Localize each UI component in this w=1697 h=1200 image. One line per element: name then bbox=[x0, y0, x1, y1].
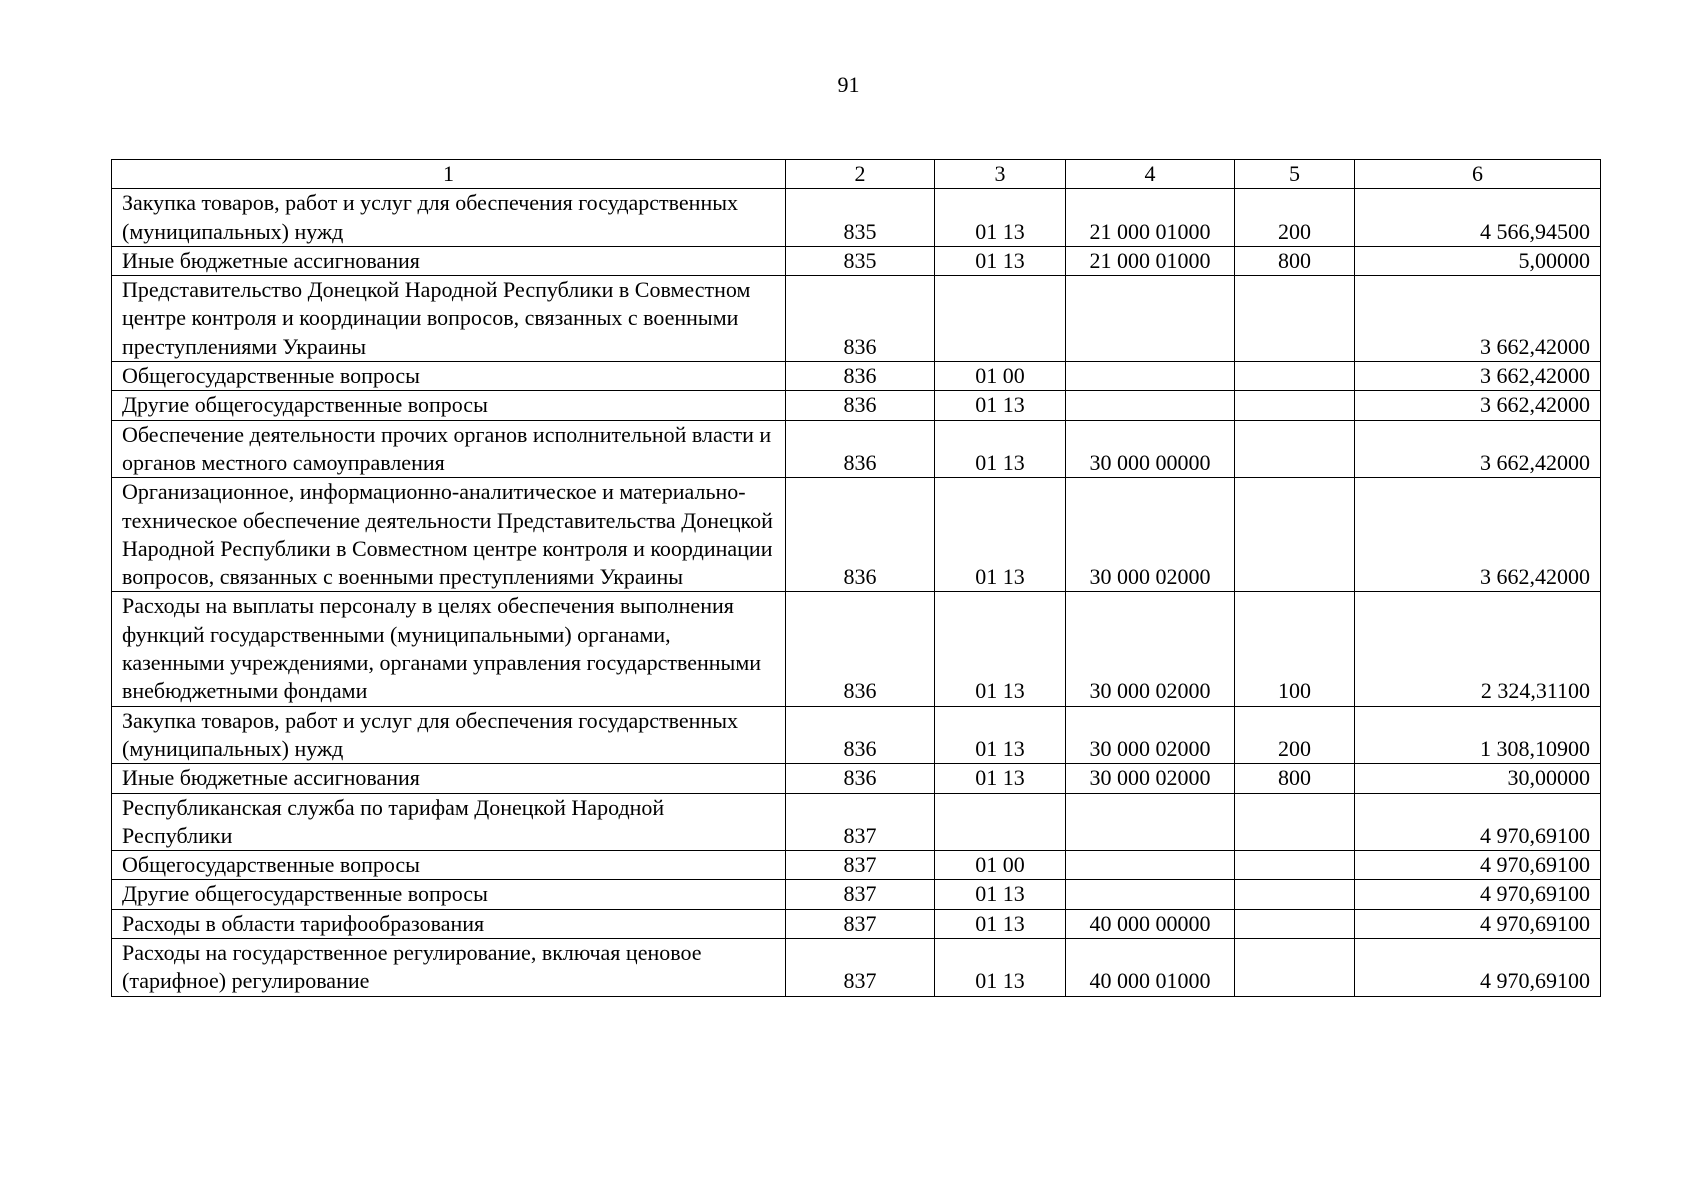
cell-name: Расходы на выплаты персоналу в целях обеспечения выполнения функций государственными (муниципальными) органами, казенными учреждениями, органами управления государственными внебюджетными фондами bbox=[112, 592, 786, 706]
cell-amount: 3 662,42000 bbox=[1355, 391, 1601, 420]
table-row bbox=[112, 764, 1601, 793]
cell-expense-type bbox=[1235, 909, 1355, 938]
cell-section: 01 00 bbox=[935, 851, 1066, 880]
cell-amount: 3 662,42000 bbox=[1355, 276, 1601, 362]
cell-name: Иные бюджетные ассигнования bbox=[112, 246, 786, 275]
cell-name: Организационное, информационно-аналитическое и материально-техническое обеспечение деятельности Представительства Донецкой Народной Республики в Совместном центре контроля и координации вопросов, связанных с военными преступлениями Украины bbox=[112, 478, 786, 592]
cell-target-article: 40 000 00000 bbox=[1066, 909, 1235, 938]
cell-section: 01 13 bbox=[935, 420, 1066, 478]
cell-ministry-code: 836 bbox=[786, 478, 935, 592]
cell-section: 01 13 bbox=[935, 246, 1066, 275]
cell-ministry-code: 837 bbox=[786, 909, 935, 938]
cell-name: Общегосударственные вопросы bbox=[112, 851, 786, 880]
cell-name: Представительство Донецкой Народной Республики в Совместном центре контроля и координации вопросов, связанных с военными преступлениями Украины bbox=[112, 276, 786, 362]
cell-expense-type bbox=[1235, 391, 1355, 420]
cell-ministry-code: 837 bbox=[786, 880, 935, 909]
cell-ministry-code: 836 bbox=[786, 276, 935, 362]
cell-expense-type: 200 bbox=[1235, 706, 1355, 764]
cell-name: Другие общегосударственные вопросы bbox=[112, 391, 786, 420]
cell-ministry-code: 836 bbox=[786, 706, 935, 764]
cell-ministry-code: 836 bbox=[786, 420, 935, 478]
cell-section: 01 13 bbox=[935, 189, 1066, 247]
budget-table bbox=[111, 159, 1601, 997]
cell-amount: 4 970,69100 bbox=[1355, 851, 1601, 880]
cell-section: 01 13 bbox=[935, 909, 1066, 938]
cell-ministry-code: 837 bbox=[786, 939, 935, 997]
table-row bbox=[112, 478, 1601, 592]
table-row bbox=[112, 189, 1601, 247]
cell-amount: 4 970,69100 bbox=[1355, 880, 1601, 909]
cell-expense-type: 800 bbox=[1235, 764, 1355, 793]
cell-section: 01 13 bbox=[935, 764, 1066, 793]
cell-name: Закупка товаров, работ и услуг для обеспечения государственных (муниципальных) нужд bbox=[112, 706, 786, 764]
cell-amount: 4 970,69100 bbox=[1355, 939, 1601, 997]
cell-expense-type: 100 bbox=[1235, 592, 1355, 706]
cell-target-article bbox=[1066, 851, 1235, 880]
cell-expense-type bbox=[1235, 420, 1355, 478]
header-col-4: 4 bbox=[1066, 160, 1235, 189]
cell-amount: 1 308,10900 bbox=[1355, 706, 1601, 764]
cell-amount: 30,00000 bbox=[1355, 764, 1601, 793]
cell-name: Обеспечение деятельности прочих органов исполнительной власти и органов местного самоуправления bbox=[112, 420, 786, 478]
table-row bbox=[112, 939, 1601, 997]
cell-expense-type bbox=[1235, 851, 1355, 880]
cell-name: Закупка товаров, работ и услуг для обеспечения государственных (муниципальных) нужд bbox=[112, 189, 786, 247]
cell-expense-type: 200 bbox=[1235, 189, 1355, 247]
table-body bbox=[112, 189, 1601, 996]
cell-amount: 4 970,69100 bbox=[1355, 793, 1601, 851]
cell-ministry-code: 835 bbox=[786, 189, 935, 247]
cell-section: 01 13 bbox=[935, 391, 1066, 420]
cell-section bbox=[935, 793, 1066, 851]
table-row bbox=[112, 276, 1601, 362]
header-row bbox=[112, 160, 1601, 189]
cell-section: 01 13 bbox=[935, 706, 1066, 764]
cell-target-article: 21 000 01000 bbox=[1066, 189, 1235, 247]
cell-ministry-code: 837 bbox=[786, 793, 935, 851]
cell-name: Республиканская служба по тарифам Донецкой Народной Республики bbox=[112, 793, 786, 851]
cell-target-article bbox=[1066, 391, 1235, 420]
table-row bbox=[112, 706, 1601, 764]
cell-ministry-code: 836 bbox=[786, 362, 935, 391]
cell-name: Общегосударственные вопросы bbox=[112, 362, 786, 391]
header-col-5: 5 bbox=[1235, 160, 1355, 189]
table-row bbox=[112, 420, 1601, 478]
cell-amount: 5,00000 bbox=[1355, 246, 1601, 275]
cell-target-article: 40 000 01000 bbox=[1066, 939, 1235, 997]
cell-target-article bbox=[1066, 276, 1235, 362]
cell-amount: 3 662,42000 bbox=[1355, 420, 1601, 478]
cell-section: 01 00 bbox=[935, 362, 1066, 391]
cell-name: Расходы в области тарифообразования bbox=[112, 909, 786, 938]
cell-expense-type bbox=[1235, 276, 1355, 362]
cell-amount: 3 662,42000 bbox=[1355, 478, 1601, 592]
table-header bbox=[112, 160, 1601, 189]
cell-section bbox=[935, 276, 1066, 362]
cell-expense-type bbox=[1235, 362, 1355, 391]
table-row bbox=[112, 909, 1601, 938]
cell-amount: 4 970,69100 bbox=[1355, 909, 1601, 938]
page-number: 91 bbox=[837, 72, 860, 97]
cell-name: Другие общегосударственные вопросы bbox=[112, 880, 786, 909]
cell-expense-type bbox=[1235, 880, 1355, 909]
cell-ministry-code: 837 bbox=[786, 851, 935, 880]
cell-amount: 2 324,31100 bbox=[1355, 592, 1601, 706]
cell-expense-type bbox=[1235, 478, 1355, 592]
cell-target-article: 30 000 02000 bbox=[1066, 478, 1235, 592]
cell-ministry-code: 836 bbox=[786, 391, 935, 420]
cell-amount: 4 566,94500 bbox=[1355, 189, 1601, 247]
cell-ministry-code: 835 bbox=[786, 246, 935, 275]
cell-target-article: 21 000 01000 bbox=[1066, 246, 1235, 275]
table-row bbox=[112, 391, 1601, 420]
cell-section: 01 13 bbox=[935, 880, 1066, 909]
cell-ministry-code: 836 bbox=[786, 592, 935, 706]
table-row bbox=[112, 880, 1601, 909]
cell-ministry-code: 836 bbox=[786, 764, 935, 793]
table-row bbox=[112, 362, 1601, 391]
table-row bbox=[112, 246, 1601, 275]
cell-expense-type bbox=[1235, 939, 1355, 997]
cell-target-article: 30 000 02000 bbox=[1066, 764, 1235, 793]
table-row bbox=[112, 592, 1601, 706]
cell-target-article: 30 000 02000 bbox=[1066, 706, 1235, 764]
cell-expense-type bbox=[1235, 793, 1355, 851]
cell-section: 01 13 bbox=[935, 592, 1066, 706]
cell-section: 01 13 bbox=[935, 939, 1066, 997]
table-row bbox=[112, 851, 1601, 880]
cell-target-article bbox=[1066, 793, 1235, 851]
header-col-6: 6 bbox=[1355, 160, 1601, 189]
cell-section: 01 13 bbox=[935, 478, 1066, 592]
table-row bbox=[112, 793, 1601, 851]
cell-target-article: 30 000 00000 bbox=[1066, 420, 1235, 478]
cell-target-article: 30 000 02000 bbox=[1066, 592, 1235, 706]
header-col-3: 3 bbox=[935, 160, 1066, 189]
cell-name: Иные бюджетные ассигнования bbox=[112, 764, 786, 793]
cell-target-article bbox=[1066, 362, 1235, 391]
cell-target-article bbox=[1066, 880, 1235, 909]
cell-name: Расходы на государственное регулирование, включая ценовое (тарифное) регулирование bbox=[112, 939, 786, 997]
header-col-1: 1 bbox=[112, 160, 786, 189]
header-col-2: 2 bbox=[786, 160, 935, 189]
cell-amount: 3 662,42000 bbox=[1355, 362, 1601, 391]
cell-expense-type: 800 bbox=[1235, 246, 1355, 275]
